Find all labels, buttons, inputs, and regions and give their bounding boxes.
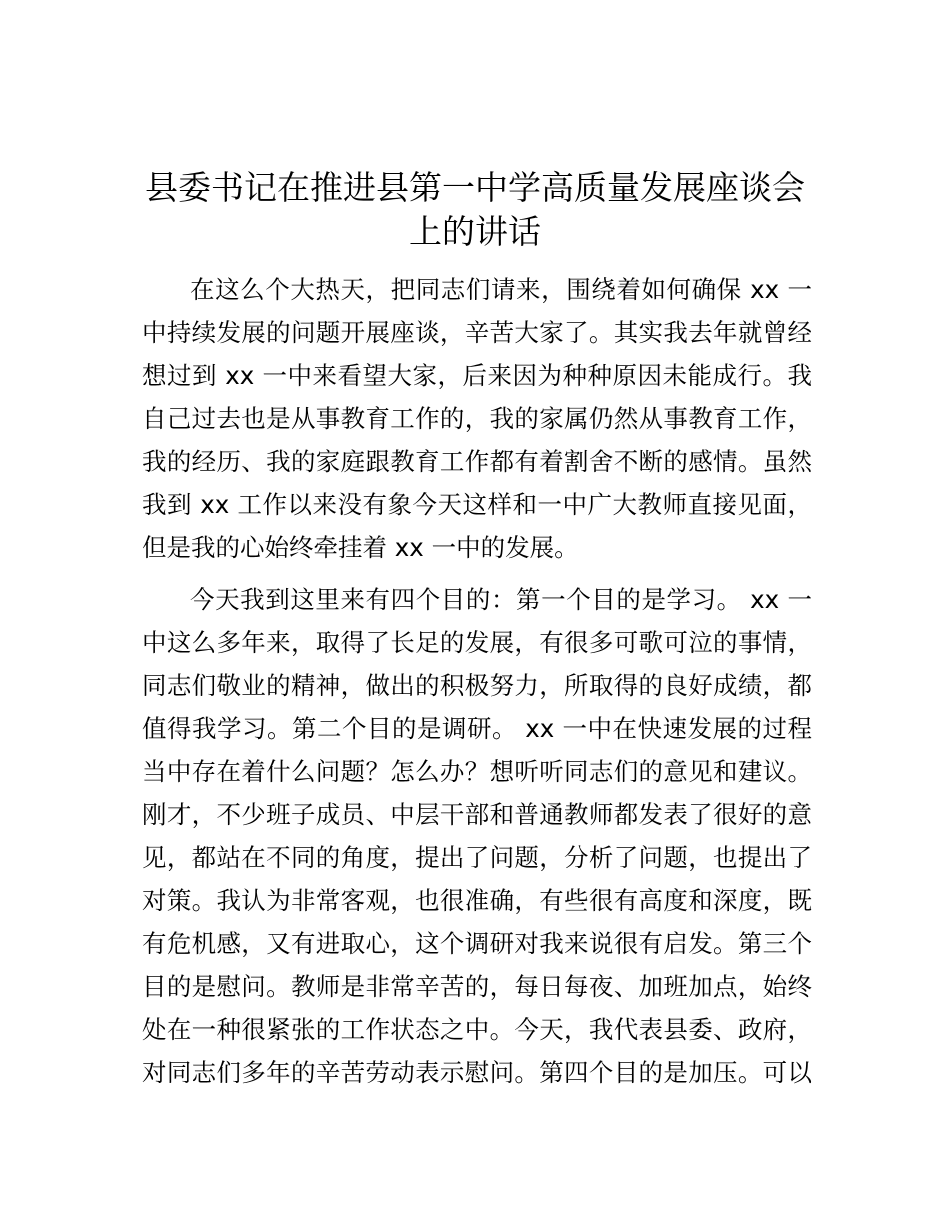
paragraph-line: 值得我学习。第二个目的是调研。 xx 一中在快速发展的过程 (142, 714, 812, 743)
paragraph-line: 目的是慰问。教师是非常辛苦的，每日每夜、加班加点，始终 (142, 972, 812, 1001)
paragraph-line: 见，都站在不同的角度，提出了问题，分析了问题，也提出了 (142, 843, 812, 872)
paragraph-line: 想过到 xx 一中来看望大家，后来因为种种原因未能成行。我 (142, 361, 812, 390)
paragraph-line: 今天我到这里来有四个目的：第一个目的是学习。 xx 一 (190, 585, 812, 614)
paragraph-line: 我的经历、我的家庭跟教育工作都有着割舍不断的感情。虽然 (142, 447, 812, 476)
document-title-line-2: 上的讲话 (409, 212, 541, 251)
paragraph-line: 对同志们多年的辛苦劳动表示慰问。第四个目的是加压。可以 (142, 1058, 812, 1087)
paragraph-line: 但是我的心始终牵挂着 xx 一中的发展。 (142, 533, 579, 562)
paragraph-line: 中这么多年来，取得了长足的发展，有很多可歌可泣的事情， (142, 628, 812, 657)
paragraph-line: 刚才，不少班子成员、中层干部和普通教师都发表了很好的意 (142, 800, 812, 829)
paragraph-line: 中持续发展的问题开展座谈，辛苦大家了。其实我去年就曾经 (142, 318, 812, 347)
paragraph-line: 对策。我认为非常客观，也很准确，有些很有高度和深度，既 (142, 886, 812, 915)
paragraph-line: 自己过去也是从事教育工作的，我的家属仍然从事教育工作， (142, 404, 812, 433)
document-title-line-1: 县委书记在推进县第一中学高质量发展座谈会 (145, 168, 805, 207)
paragraph-line: 有危机感，又有进取心，这个调研对我来说很有启发。第三个 (142, 929, 812, 958)
paragraph-line: 当中存在着什么问题？怎么办？想听听同志们的意见和建议。 (142, 757, 812, 786)
paragraph-line: 在这么个大热天，把同志们请来，围绕着如何确保 xx 一 (190, 275, 812, 304)
paragraph-line: 我到 xx 工作以来没有象今天这样和一中广大教师直接见面， (142, 490, 812, 519)
paragraph-line: 同志们敬业的精神，做出的积极努力，所取得的良好成绩，都 (142, 671, 812, 700)
paragraph-line: 处在一种很紧张的工作状态之中。今天，我代表县委、政府， (142, 1015, 812, 1044)
